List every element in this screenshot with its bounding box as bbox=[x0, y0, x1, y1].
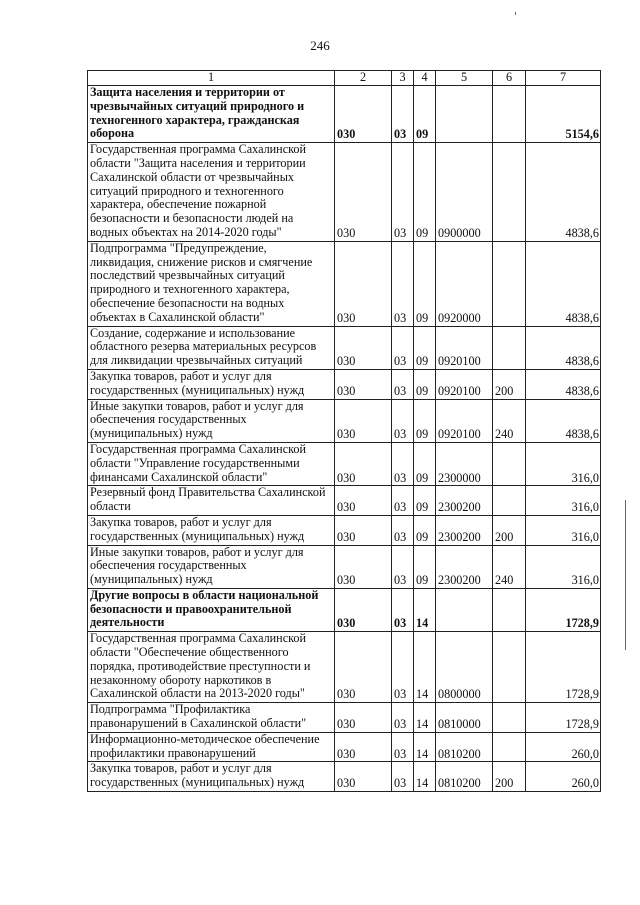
row-c3-cell: 03 bbox=[392, 515, 414, 545]
row-c2-cell: 030 bbox=[335, 143, 392, 242]
row-c4-cell: 09 bbox=[414, 86, 436, 143]
row-c4-cell: 14 bbox=[414, 762, 436, 792]
row-c5-cell: 0800000 bbox=[436, 632, 493, 703]
row-c7-cell: 316,0 bbox=[526, 515, 601, 545]
row-name-cell: Закупка товаров, работ и услуг для государственных (муниципальных) нужд bbox=[88, 762, 335, 792]
budget-table bbox=[87, 70, 601, 792]
row-c7-cell: 1728,9 bbox=[526, 632, 601, 703]
row-c6-cell bbox=[493, 732, 526, 762]
row-name-cell: Создание, содержание и использование областного резерва материальных ресурсов для ликвидации чрезвычайных ситуаций bbox=[88, 326, 335, 369]
row-c5-cell: 0920100 bbox=[436, 326, 493, 369]
row-name-cell: Защита населения и территории от чрезвычайных ситуаций природного и техногенного характера, гражданская оборона bbox=[88, 86, 335, 143]
row-c3-cell: 03 bbox=[392, 143, 414, 242]
row-name-cell: Иные закупки товаров, работ и услуг для обеспечения государственных (муниципальных) нужд bbox=[88, 399, 335, 442]
row-c7-cell: 316,0 bbox=[526, 545, 601, 588]
row-c3-cell: 03 bbox=[392, 762, 414, 792]
header-cell: 3 bbox=[392, 71, 414, 86]
row-c7-cell: 260,0 bbox=[526, 732, 601, 762]
row-c5-cell: 0900000 bbox=[436, 143, 493, 242]
table-row bbox=[88, 515, 601, 545]
row-c4-cell: 09 bbox=[414, 399, 436, 442]
row-c2-cell: 030 bbox=[335, 369, 392, 399]
row-name-cell: Подпрограмма "Профилактика правонарушений в Сахалинской области" bbox=[88, 703, 335, 733]
row-c2-cell: 030 bbox=[335, 515, 392, 545]
table-row bbox=[88, 762, 601, 792]
row-c5-cell: 0810000 bbox=[436, 703, 493, 733]
table-row bbox=[88, 241, 601, 326]
row-c5-cell: 2300200 bbox=[436, 486, 493, 516]
row-c5-cell: 2300200 bbox=[436, 545, 493, 588]
page-number: 246 bbox=[310, 38, 330, 53]
row-name-cell: Государственная программа Сахалинской области "Управление государственными финансами Сахалинской области" bbox=[88, 442, 335, 485]
row-c6-cell: 240 bbox=[493, 545, 526, 588]
row-c2-cell: 030 bbox=[335, 486, 392, 516]
row-c4-cell: 09 bbox=[414, 515, 436, 545]
row-c6-cell: 200 bbox=[493, 515, 526, 545]
row-name-cell: Резервный фонд Правительства Сахалинской области bbox=[88, 486, 335, 516]
row-c2-cell: 030 bbox=[335, 442, 392, 485]
row-c6-cell bbox=[493, 442, 526, 485]
header-cell: 1 bbox=[88, 71, 335, 86]
table-row bbox=[88, 632, 601, 703]
row-c3-cell: 03 bbox=[392, 399, 414, 442]
table-row bbox=[88, 703, 601, 733]
row-c2-cell: 030 bbox=[335, 588, 392, 631]
row-name-cell: Государственная программа Сахалинской области "Обеспечение общественного порядка, противодействие преступности и незаконному обороту наркотиков в Сахалинской области на 2013-2020 годы" bbox=[88, 632, 335, 703]
row-c5-cell bbox=[436, 86, 493, 143]
row-c6-cell: 200 bbox=[493, 762, 526, 792]
row-c3-cell: 03 bbox=[392, 326, 414, 369]
row-c5-cell: 0920100 bbox=[436, 399, 493, 442]
row-c4-cell: 09 bbox=[414, 442, 436, 485]
row-c7-cell: 316,0 bbox=[526, 442, 601, 485]
row-c2-cell: 030 bbox=[335, 399, 392, 442]
row-c2-cell: 030 bbox=[335, 703, 392, 733]
row-c3-cell: 03 bbox=[392, 545, 414, 588]
row-c4-cell: 14 bbox=[414, 632, 436, 703]
row-name-cell: Закупка товаров, работ и услуг для государственных (муниципальных) нужд bbox=[88, 515, 335, 545]
row-name-cell: Подпрограмма "Предупреждение, ликвидация, снижение рисков и смягчение последствий чрезвычайных ситуаций природного и техногенного характера, обеспечение безопасности на водных объектах в Сахалинской области" bbox=[88, 241, 335, 326]
row-c6-cell bbox=[493, 588, 526, 631]
row-c3-cell: 03 bbox=[392, 703, 414, 733]
row-c7-cell: 4838,6 bbox=[526, 143, 601, 242]
header-cell: 7 bbox=[526, 71, 601, 86]
row-c3-cell: 03 bbox=[392, 241, 414, 326]
table-row bbox=[88, 143, 601, 242]
row-c5-cell: 2300000 bbox=[436, 442, 493, 485]
table-row bbox=[88, 486, 601, 516]
row-c6-cell bbox=[493, 632, 526, 703]
row-c4-cell: 09 bbox=[414, 326, 436, 369]
row-c7-cell: 260,0 bbox=[526, 762, 601, 792]
row-c2-cell: 030 bbox=[335, 545, 392, 588]
row-c3-cell: 03 bbox=[392, 632, 414, 703]
row-c4-cell: 09 bbox=[414, 486, 436, 516]
row-c7-cell: 5154,6 bbox=[526, 86, 601, 143]
table-row bbox=[88, 588, 601, 631]
row-c6-cell bbox=[493, 486, 526, 516]
row-c6-cell bbox=[493, 86, 526, 143]
row-name-cell: Другие вопросы в области национальной безопасности и правоохранительной деятельности bbox=[88, 588, 335, 631]
row-c4-cell: 09 bbox=[414, 369, 436, 399]
table-row bbox=[88, 326, 601, 369]
row-c3-cell: 03 bbox=[392, 486, 414, 516]
row-name-cell: Государственная программа Сахалинской области "Защита населения и территории Сахалинской области от чрезвычайных ситуаций природного и техногенного характера, обеспечение пожарной безопасности и безопасности людей на водных объектах на 2014-2020 годы" bbox=[88, 143, 335, 242]
row-c5-cell: 0920100 bbox=[436, 369, 493, 399]
table-row bbox=[88, 545, 601, 588]
row-c5-cell bbox=[436, 588, 493, 631]
row-c5-cell: 0920000 bbox=[436, 241, 493, 326]
scan-edge-mark bbox=[625, 500, 626, 650]
header-cell: 6 bbox=[493, 71, 526, 86]
row-c2-cell: 030 bbox=[335, 732, 392, 762]
row-c6-cell bbox=[493, 143, 526, 242]
row-c5-cell: 2300200 bbox=[436, 515, 493, 545]
scan-dot-mark bbox=[515, 12, 516, 15]
table-row bbox=[88, 732, 601, 762]
row-c4-cell: 09 bbox=[414, 143, 436, 242]
row-c5-cell: 0810200 bbox=[436, 762, 493, 792]
row-c4-cell: 14 bbox=[414, 732, 436, 762]
row-c7-cell: 316,0 bbox=[526, 486, 601, 516]
row-c6-cell bbox=[493, 241, 526, 326]
table-row bbox=[88, 442, 601, 485]
row-c6-cell bbox=[493, 703, 526, 733]
row-c4-cell: 09 bbox=[414, 241, 436, 326]
row-c3-cell: 03 bbox=[392, 442, 414, 485]
row-c7-cell: 4838,6 bbox=[526, 241, 601, 326]
row-c3-cell: 03 bbox=[392, 86, 414, 143]
row-c2-cell: 030 bbox=[335, 762, 392, 792]
row-c5-cell: 0810200 bbox=[436, 732, 493, 762]
header-cell: 5 bbox=[436, 71, 493, 86]
row-c4-cell: 14 bbox=[414, 703, 436, 733]
row-c6-cell: 200 bbox=[493, 369, 526, 399]
row-name-cell: Закупка товаров, работ и услуг для государственных (муниципальных) нужд bbox=[88, 369, 335, 399]
row-name-cell: Иные закупки товаров, работ и услуг для обеспечения государственных (муниципальных) нужд bbox=[88, 545, 335, 588]
row-c2-cell: 030 bbox=[335, 86, 392, 143]
row-c3-cell: 03 bbox=[392, 732, 414, 762]
row-c7-cell: 4838,6 bbox=[526, 399, 601, 442]
row-c3-cell: 03 bbox=[392, 588, 414, 631]
row-c2-cell: 030 bbox=[335, 326, 392, 369]
row-c2-cell: 030 bbox=[335, 241, 392, 326]
row-c6-cell: 240 bbox=[493, 399, 526, 442]
row-c4-cell: 09 bbox=[414, 545, 436, 588]
row-c6-cell bbox=[493, 326, 526, 369]
budget-table-container bbox=[87, 70, 601, 792]
row-c7-cell: 1728,9 bbox=[526, 703, 601, 733]
header-row bbox=[88, 71, 601, 86]
row-c7-cell: 4838,6 bbox=[526, 369, 601, 399]
header-cell: 2 bbox=[335, 71, 392, 86]
table-row bbox=[88, 86, 601, 143]
row-c7-cell: 4838,6 bbox=[526, 326, 601, 369]
header-cell: 4 bbox=[414, 71, 436, 86]
row-c7-cell: 1728,9 bbox=[526, 588, 601, 631]
table-row bbox=[88, 369, 601, 399]
row-c3-cell: 03 bbox=[392, 369, 414, 399]
table-row bbox=[88, 399, 601, 442]
row-name-cell: Информационно-методическое обеспечение профилактики правонарушений bbox=[88, 732, 335, 762]
row-c2-cell: 030 bbox=[335, 632, 392, 703]
row-c4-cell: 14 bbox=[414, 588, 436, 631]
